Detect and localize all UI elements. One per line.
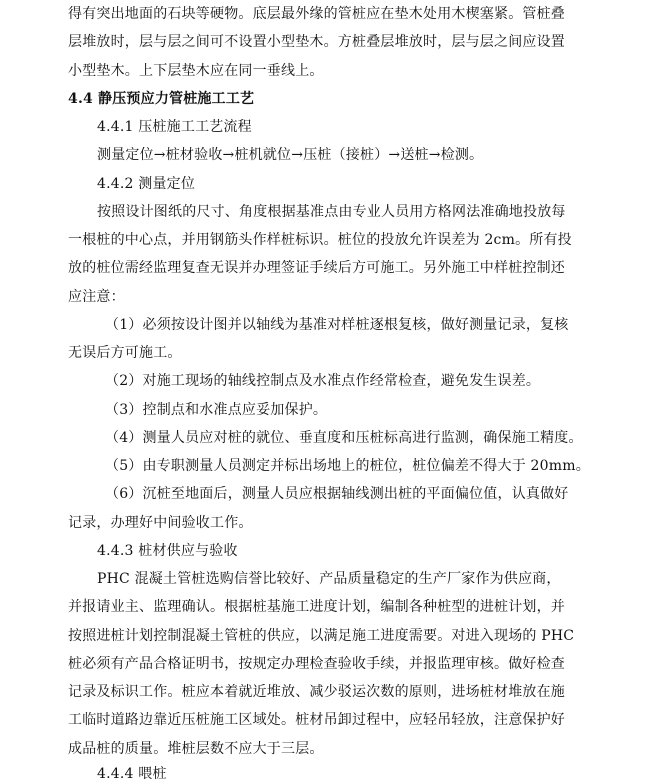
list-item-3: （3）控制点和水准点应妥加保护。 [105,402,328,418]
list-item-4: （4）测量人员应对桩的就位、垂直度和压桩标高进行监测，确保施工精度。 [105,430,583,446]
list-item-6: （6）沉桩至地面后，测量人员应根据轴线测出桩的平面偏位值，认真做好 [105,486,569,502]
subheading-4-4-3: 4.4.3 桩材供应与验收 [97,543,238,559]
list-item-6-cont: 记录，办理好中间验收工作。 [68,515,253,531]
text-line-24: 桩必须有产品合格证明书，按规定办理检查验收手续，并报监理审核。做好检查 [68,656,565,672]
text-line-8: 按照设计图纸的尺寸、角度根据基准点由专业人员用方格网法准确地投放每 [97,204,566,220]
subheading-4-4-1: 4.4.1 压桩施工工艺流程 [97,119,252,135]
text-line-25: 记录及标识工作。桩应本着就近堆放、减少驳运次数的原则，进场桩材堆放在施 [68,684,565,700]
text-line-10: 放的桩位需经监理复查无误并办理签证手续后方可施工。另外施工中样桩控制还 [68,260,565,276]
text-line-2: 层堆放时，层与层之间可不设置小型垫木。方桩叠层堆放时，层与层之间应设置 [68,34,565,50]
text-line-11: 应注意： [68,289,125,305]
text-line-27: 成品桩的质量。堆桩层数不应大于三层。 [68,741,324,757]
list-item-1: （1）必须按设计图并以轴线为基准对样桩逐根复核，做好测量记录，复核 [105,317,569,333]
list-item-1-cont: 无误后方可施工。 [68,345,182,361]
list-item-5: （5）由专职测量人员测定并标出场地上的桩位，桩位偏差不得大于 20mm。 [105,458,590,474]
text-line-26: 工临时道路边靠近压桩施工区域处。桩材吊卸过程中，应轻吊轻放，注意保护好 [68,712,565,728]
text-line-1: 得有突出地面的石块等硬物。底层最外缘的管桩应在垫木处用木楔塞紧。管桩叠 [68,6,565,22]
text-line-3: 小型垫木。上下层垫木应在同一垂线上。 [68,63,324,79]
process-flow-line: 测量定位→桩材验收→桩机就位→压桩（接桩）→送桩→检测。 [97,147,484,163]
subheading-4-4-2: 4.4.2 测量定位 [97,176,196,192]
text-line-9: 一根桩的中心点，并用钢筋头作样桩标识。桩位的投放允许误差为 2cm。所有投 [68,232,572,248]
text-line-22: 并报请业主、监理确认。根据桩基施工进度计划，编制各种桩型的进桩计划，并 [68,599,565,615]
list-item-2: （2）对施工现场的轴线控制点及水准点作经常检查，避免发生误差。 [105,373,541,389]
text-line-23: 按照进桩计划控制混凝土管桩的供应，以满足施工进度需要。对进入现场的 PHC [68,628,575,644]
subheading-4-4-4: 4.4.4 喂桩 [97,766,167,782]
text-line-21: PHC 混凝土管桩选购信誉比较好、产品质量稳定的生产厂家作为供应商， [97,571,561,587]
section-heading-4-4: 4.4 静压预应力管桩施工工艺 [68,91,255,107]
